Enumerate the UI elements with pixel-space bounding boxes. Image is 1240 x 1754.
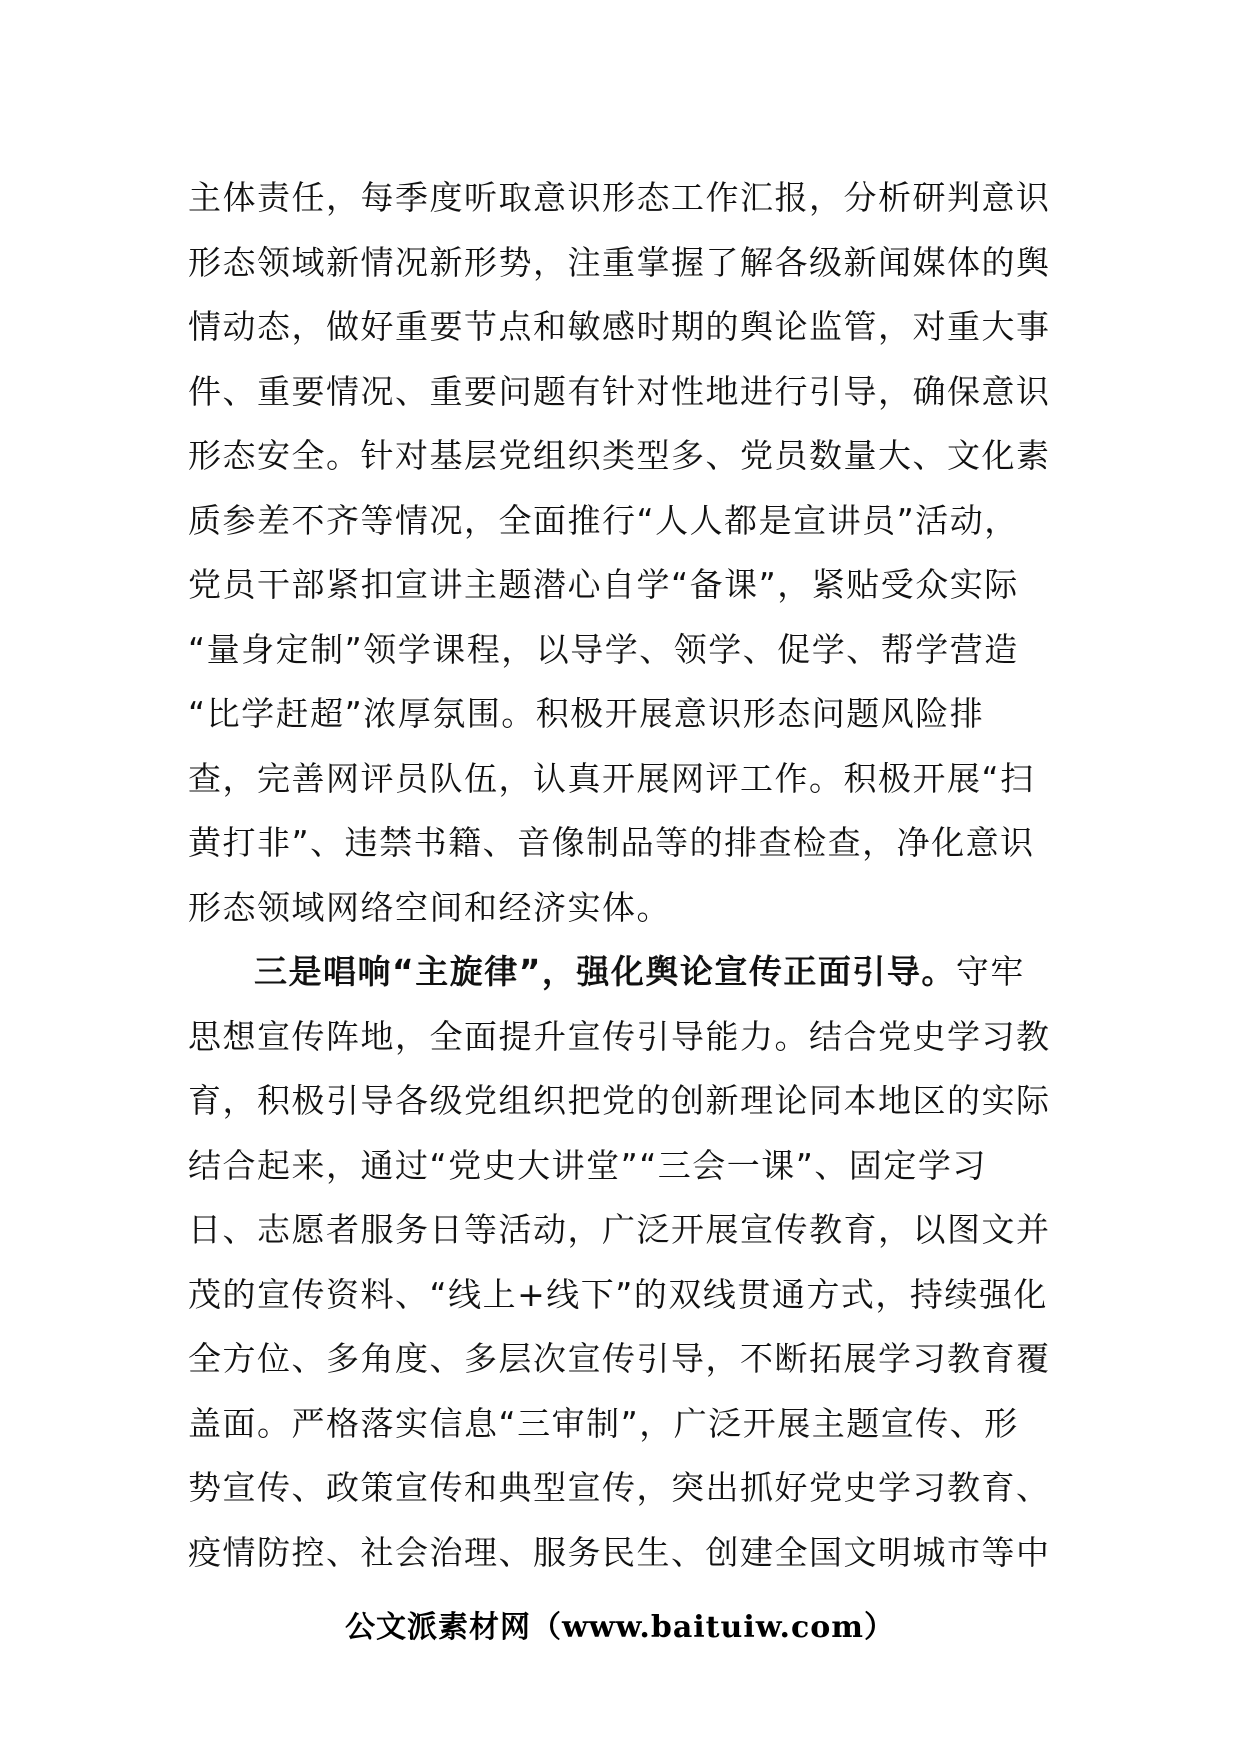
body-text (188, 166, 1056, 1585)
text-line-8: “量身定制”领学课程，以导学、领学、促学、帮学营造 (188, 629, 1019, 669)
text-line-9: “比学赶超”浓厚氛围。积极开展意识形态问题风险排 (188, 694, 985, 733)
text-line-7: 党员干部紧扣宣讲主题潜心自学“备课”，紧贴受众实际 (188, 565, 1019, 604)
section-line-6: 全方位、多角度、多层次宣传引导，不断拓展学习教育覆 (188, 1339, 1051, 1378)
section-line-1: 思想宣传阵地，全面提升宣传引导能力。结合党史学习教 (188, 1016, 1051, 1056)
section-line-3: 结合起来，通过“党史大讲堂”“三会一课”、固定学习 (188, 1145, 987, 1185)
footer-watermark: 公文派素材网（www.baituiw.com） (344, 1610, 896, 1645)
text-line-3: 情动态，做好重要节点和敏感时期的舆论监管，对重大事 (188, 307, 1051, 346)
section-line-9: 疫情防控、社会治理、服务民生、创建全国文明城市等中 (188, 1532, 1051, 1572)
section-heading-line (188, 940, 1056, 1005)
text-line-5: 形态安全。针对基层党组织类型多、党员数量大、文化素 (188, 436, 1051, 475)
text-line-2: 形态领域新情况新形势，注重掌握了解各级新闻媒体的舆 (188, 242, 1051, 282)
text-line-1: 主体责任，每季度听取意识形态工作汇报，分析研判意识 (188, 178, 1051, 217)
text-line-12: 形态领域网络空间和经济实体。 (188, 887, 671, 927)
section-line-5: 茂的宣传资料、“线上+线下”的双线贯通方式，持续强化 (188, 1274, 1048, 1314)
section-line-8: 势宣传、政策宣传和典型宣传，突出抓好党史学习教育、 (188, 1468, 1051, 1507)
section-line-4: 日、志愿者服务日等活动，广泛开展宣传教育，以图文并 (188, 1210, 1051, 1249)
text-line-4: 件、重要情况、重要问题有针对性地进行引导，确保意识 (188, 371, 1051, 411)
section-heading-rest: 守牢 (955, 952, 1025, 991)
section-line-2: 育，积极引导各级党组织把党的创新理论同本地区的实际 (188, 1081, 1051, 1120)
section-line-7: 盖面。严格落实信息“三审制”，广泛开展主题宣传、形 (188, 1403, 1019, 1443)
text-line-10: 查，完善网评员队伍，认真开展网评工作。积极开展“扫 (188, 758, 1035, 798)
section-heading: 三是唱响“主旋律”，强化舆论宣传正面引导。 (254, 952, 956, 991)
text-line-6: 质参差不齐等情况，全面推行“人人都是宣讲员”活动， (188, 500, 1019, 540)
text-line-11: 黄打非”、违禁书籍、音像制品等的排查检查，净化意识 (188, 823, 1035, 862)
